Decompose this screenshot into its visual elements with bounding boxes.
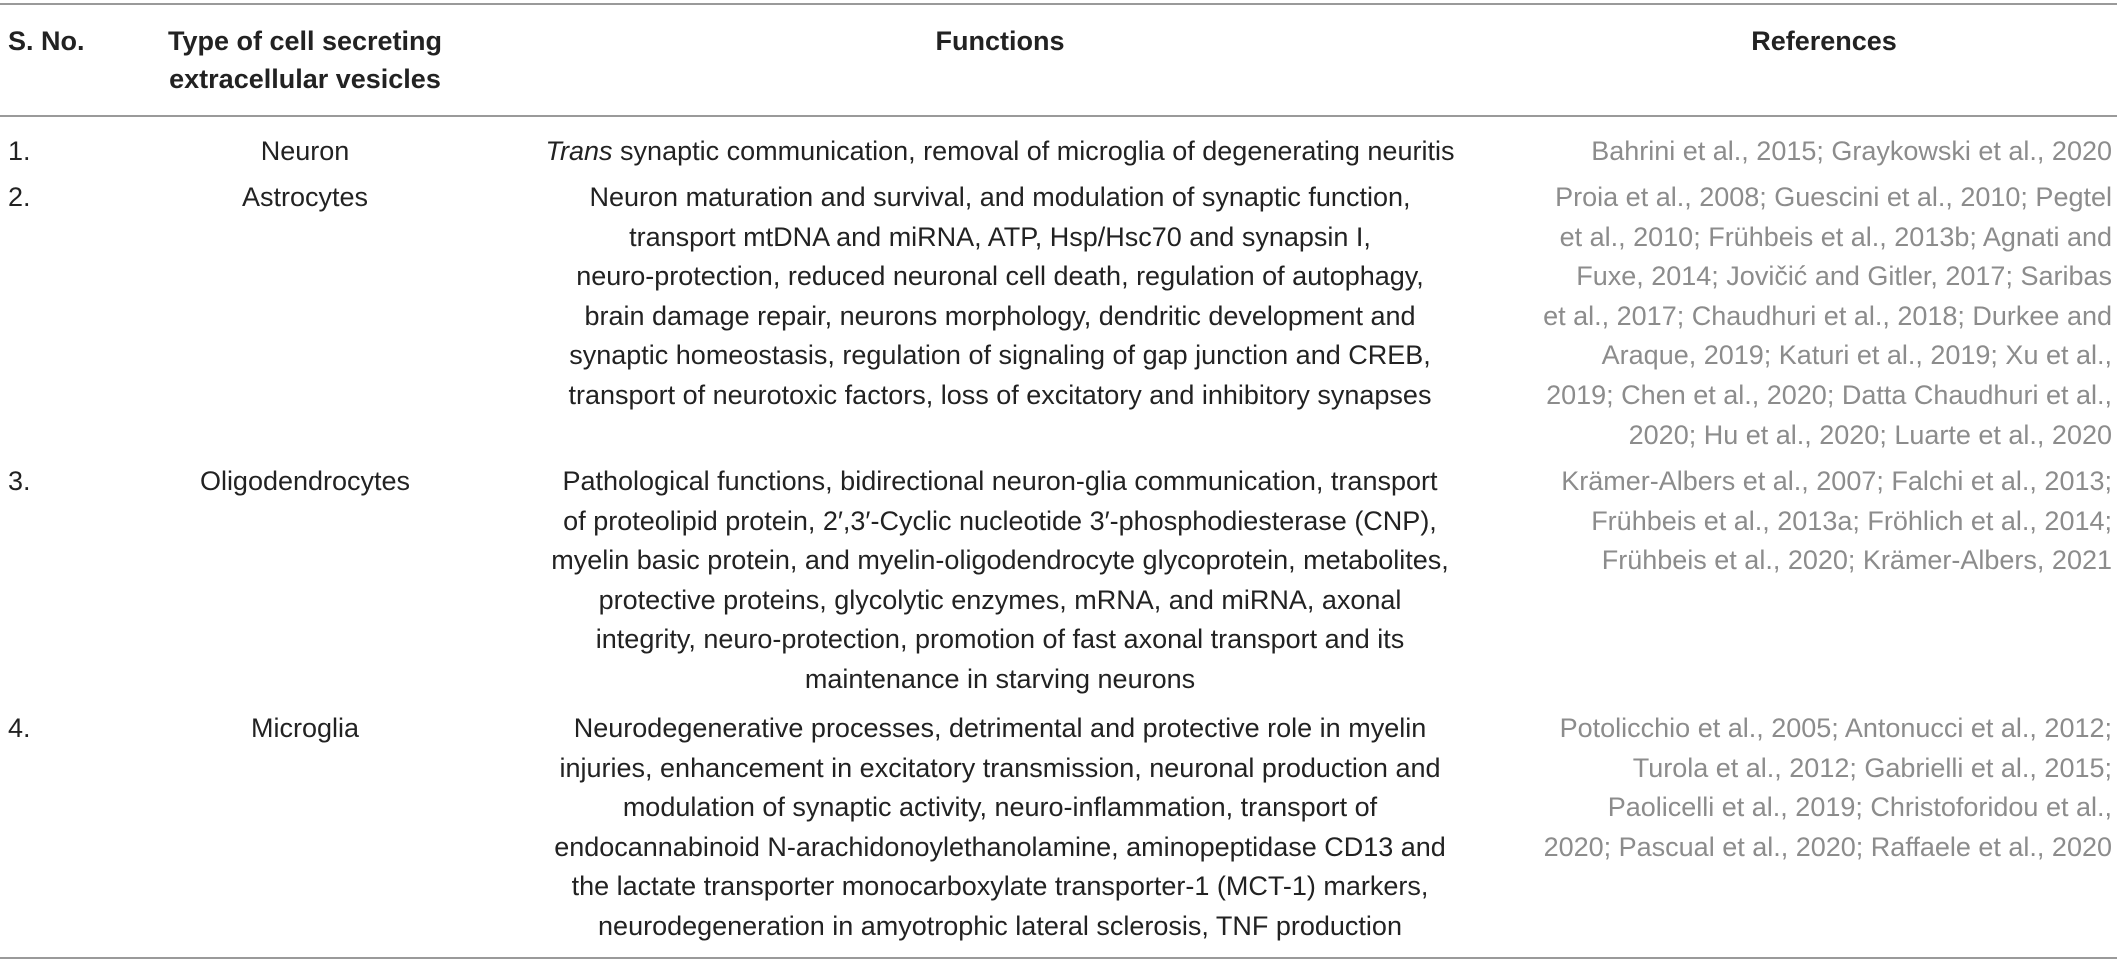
cell-references bbox=[1536, 462, 2112, 581]
row-number: 3. bbox=[8, 466, 31, 496]
reference-line: Paolicelli et al., 2019; Christoforidou et al., bbox=[1607, 792, 2112, 823]
cell-functions bbox=[500, 462, 1500, 700]
function-line: protective proteins, glycolytic enzymes, mRNA, and miRNA, axonal bbox=[598, 584, 1402, 615]
function-line bbox=[500, 132, 1500, 172]
reference-line: Potolicchio et al., 2005; Antonucci et al., 2012; bbox=[1559, 713, 2112, 743]
reference-line: Frühbeis et al., 2020; Krämer-Albers, 2021 bbox=[1601, 545, 2112, 576]
reference-line: 2020; Hu et al., 2020; Luarte et al., 2020 bbox=[1628, 419, 2112, 450]
cell-references bbox=[1536, 132, 2112, 172]
cell-references bbox=[1536, 709, 2112, 867]
reference-line: Proia et al., 2008; Guescini et al., 2010; Pegtel bbox=[1555, 182, 2112, 212]
reference-line: Turola et al., 2012; Gabrielli et al., 2015; bbox=[1632, 752, 2112, 783]
header-cell-type-line: extracellular vesicles bbox=[169, 64, 441, 94]
row-number: 4. bbox=[8, 713, 31, 743]
function-line: of proteolipid protein, 2′,3′-Cyclic nucleotide 3′-phosphodiesterase (CNP), bbox=[563, 505, 1437, 536]
function-line: maintenance in starving neurons bbox=[804, 663, 1196, 694]
cell-functions bbox=[500, 132, 1500, 172]
table-header-rule bbox=[0, 115, 2117, 117]
reference-line: Krämer-Albers et al., 2007; Falchi et al., 2013; bbox=[1561, 466, 2112, 496]
function-line: the lactate transporter monocarboxylate transporter-1 (MCT-1) markers, bbox=[571, 871, 1429, 902]
reference-line: Araque, 2019; Katuri et al., 2019; Xu et al., bbox=[1601, 340, 2112, 371]
reference-line: Bahrini et al., 2015; Graykowski et al., 2020 bbox=[1591, 136, 2112, 166]
function-line: brain damage repair, neurons morphology, dendritic development and bbox=[584, 300, 1416, 331]
function-line: Neuron maturation and survival, and modulation of synaptic function, bbox=[589, 182, 1411, 212]
function-text: synaptic communication, removal of microglia of degenerating neuritis bbox=[612, 136, 1455, 166]
reference-line: Fuxe, 2014; Jovičić and Gitler, 2017; Saribas bbox=[1576, 261, 2112, 292]
function-line: neurodegeneration in amyotrophic lateral sclerosis, TNF production bbox=[598, 910, 1402, 941]
function-line: injuries, enhancement in excitatory transmission, neuronal production and bbox=[559, 752, 1441, 783]
header-references: References bbox=[1751, 26, 1897, 56]
reference-line: Frühbeis et al., 2013a; Fröhlich et al., 2014; bbox=[1591, 505, 2112, 536]
cell-type: Microglia bbox=[250, 713, 360, 743]
cell-type: Astrocytes bbox=[241, 182, 369, 212]
cell-type: Neuron bbox=[260, 136, 350, 166]
function-line: modulation of synaptic activity, neuro-inflammation, transport of bbox=[622, 792, 1378, 823]
function-line: myelin basic protein, and myelin-oligodendrocyte glycoprotein, metabolites, bbox=[551, 545, 1449, 576]
function-line: Neurodegenerative processes, detrimental and protective role in myelin bbox=[573, 713, 1427, 743]
table-top-rule bbox=[0, 3, 2117, 5]
table-bottom-rule bbox=[0, 957, 2117, 959]
function-line: neuro-protection, reduced neuronal cell death, regulation of autophagy, bbox=[576, 261, 1424, 292]
header-sno: S. No. bbox=[8, 26, 85, 56]
header-cell-type bbox=[150, 22, 460, 98]
function-line: transport of neurotoxic factors, loss of excitatory and inhibitory synapses bbox=[568, 379, 1432, 410]
cell-type: Oligodendrocytes bbox=[199, 466, 411, 496]
row-number: 2. bbox=[8, 182, 31, 212]
function-line: transport mtDNA and miRNA, ATP, Hsp/Hsc70 and synapsin I, bbox=[629, 221, 1371, 252]
reference-line: et al., 2010; Frühbeis et al., 2013b; Agnati and bbox=[1559, 221, 2112, 252]
italic-term: Trans bbox=[545, 136, 613, 166]
function-line: Pathological functions, bidirectional neuron-glia communication, transport bbox=[562, 466, 1438, 496]
header-cell-type-line: Type of cell secreting bbox=[167, 26, 443, 56]
reference-line: 2019; Chen et al., 2020; Datta Chaudhuri et al., bbox=[1546, 379, 2112, 410]
reference-line: et al., 2017; Chaudhuri et al., 2018; Durkee and bbox=[1543, 300, 2112, 331]
function-line: synaptic homeostasis, regulation of signaling of gap junction and CREB, bbox=[569, 340, 1431, 371]
header-functions: Functions bbox=[935, 26, 1065, 56]
cell-functions bbox=[500, 709, 1500, 947]
cell-references bbox=[1536, 178, 2112, 455]
reference-line: 2020; Pascual et al., 2020; Raffaele et al., 2020 bbox=[1543, 831, 2112, 862]
cell-functions bbox=[500, 178, 1500, 416]
function-line: endocannabinoid N-arachidonoylethanolamine, aminopeptidase CD13 and bbox=[554, 831, 1446, 862]
function-line: integrity, neuro-protection, promotion of fast axonal transport and its bbox=[595, 624, 1405, 655]
row-number: 1. bbox=[8, 136, 31, 166]
